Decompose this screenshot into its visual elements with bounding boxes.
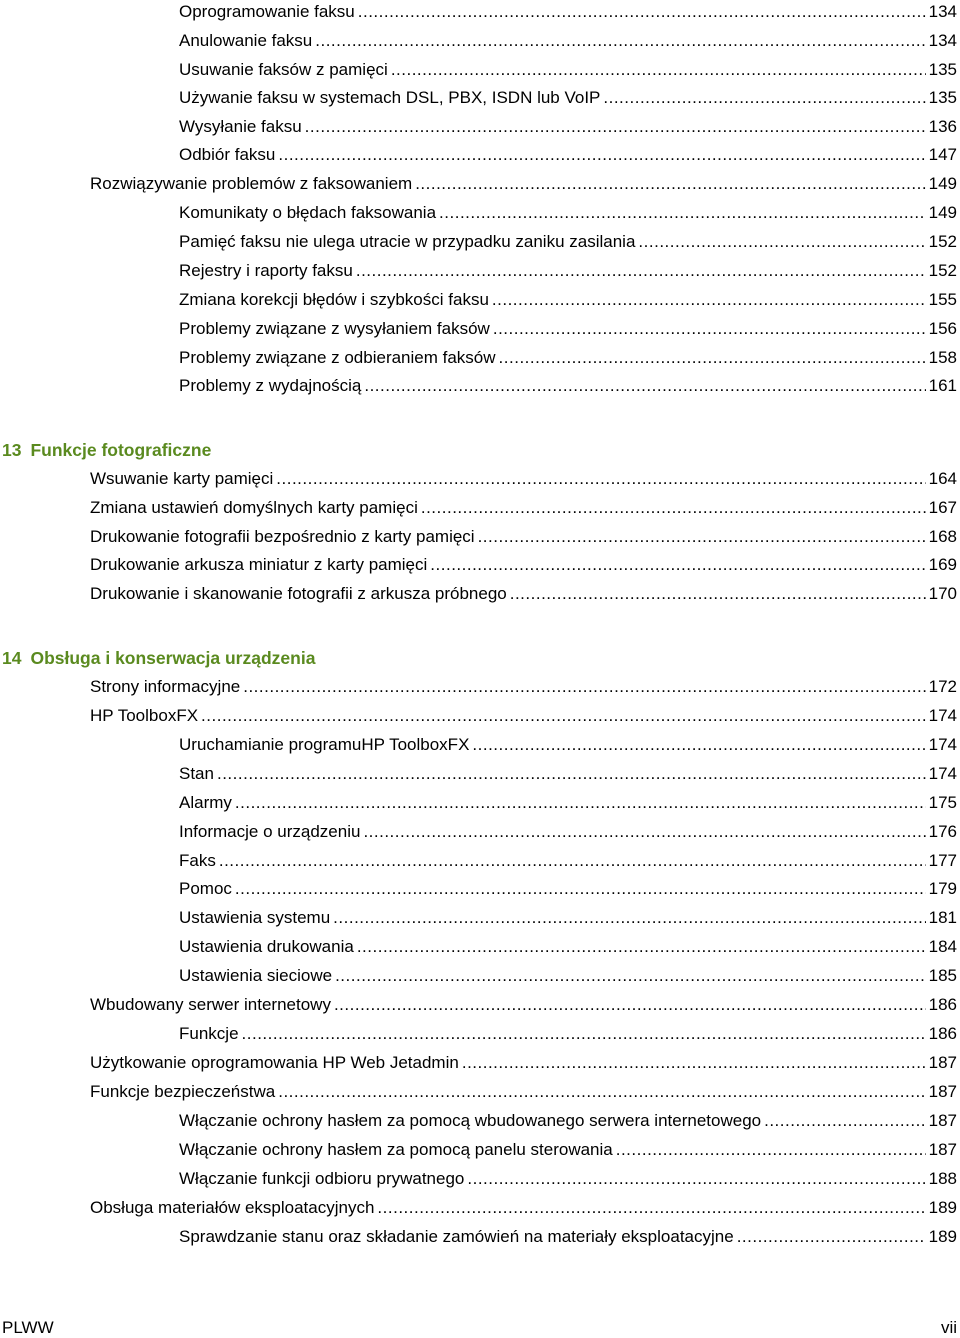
toc-entry[interactable] — [179, 1109, 957, 1133]
toc-entry[interactable] — [179, 820, 957, 844]
toc-entry[interactable] — [90, 1051, 957, 1075]
toc-entry[interactable] — [179, 906, 957, 930]
toc-entry-page: 170 — [928, 584, 957, 603]
toc-entry-page: 135 — [928, 88, 957, 107]
toc-entry[interactable] — [90, 582, 957, 606]
toc-entry[interactable] — [179, 849, 957, 873]
toc-entry-page: 185 — [928, 966, 957, 985]
toc-entry[interactable] — [179, 58, 957, 82]
page-footer — [2, 1318, 957, 1338]
toc-entry-title: Wysyłanie faksu — [179, 117, 302, 136]
dot-leader — [377, 1196, 925, 1220]
dot-leader — [364, 374, 925, 398]
toc-entry[interactable] — [90, 525, 957, 549]
dot-leader — [219, 849, 926, 873]
toc-entry-title: Ustawienia systemu — [179, 908, 331, 927]
toc-entry-title: Usuwanie faksów z pamięci — [179, 60, 388, 79]
toc-entry-title: Problemy związane z wysyłaniem faksów — [179, 319, 490, 338]
dot-leader — [616, 1138, 926, 1162]
toc-entry[interactable] — [179, 288, 957, 312]
dot-leader — [391, 58, 926, 82]
dot-leader — [638, 230, 925, 254]
toc-entry[interactable] — [90, 1196, 957, 1220]
toc-entry-page: 184 — [928, 937, 957, 956]
toc-entry-title: Włączanie ochrony hasłem za pomocą panelu sterowania — [179, 1140, 613, 1159]
toc-entry-title: Drukowanie fotografii bezpośrednio z karty pamięci — [90, 527, 475, 546]
toc-entry-title: Zmiana korekcji błędów i szybkości faksu — [179, 290, 489, 309]
dot-leader — [305, 115, 926, 139]
toc-entry-page: 174 — [928, 764, 957, 783]
toc-entry-page: 149 — [928, 203, 957, 222]
toc-entry-title: Rejestry i raporty faksu — [179, 261, 353, 280]
toc-entry[interactable] — [90, 496, 957, 520]
toc-entry[interactable] — [179, 86, 957, 110]
footer-document-code: PLWW — [2, 1318, 54, 1337]
dot-leader — [201, 704, 926, 728]
toc-entry-title: Problemy z wydajnością — [179, 376, 362, 395]
toc-entry[interactable] — [179, 1167, 957, 1191]
dot-leader — [510, 582, 926, 606]
toc-entry-title: Drukowanie i skanowanie fotografii z arkusza próbnego — [90, 584, 507, 603]
dot-leader — [357, 935, 926, 959]
toc-entry-page: 187 — [928, 1111, 957, 1130]
toc-entry-title: Sprawdzanie stanu oraz składanie zamówień na materiały eksploatacyjne — [179, 1227, 734, 1246]
dot-leader — [235, 877, 926, 901]
toc-entry-title: Drukowanie arkusza miniatur z karty pamięci — [90, 555, 428, 574]
toc-entry-page: 134 — [928, 2, 957, 21]
toc-entry-title: Zmiana ustawień domyślnych karty pamięci — [90, 498, 418, 517]
toc-entry[interactable] — [179, 1138, 957, 1162]
toc-entry-page: 167 — [928, 498, 957, 517]
toc-entry[interactable] — [179, 115, 957, 139]
toc-entry-title: Uruchamianie programuHP ToolboxFX — [179, 735, 470, 754]
toc-entry-title: Strony informacyjne — [90, 677, 241, 696]
toc-entry[interactable] — [179, 374, 957, 398]
toc-entry-page: 187 — [928, 1082, 957, 1101]
toc-entry-page: 161 — [928, 376, 957, 395]
dot-leader — [499, 346, 926, 370]
dot-leader — [243, 675, 925, 699]
toc-entry-page: 181 — [928, 908, 957, 927]
dot-leader — [467, 1167, 925, 1191]
dot-leader — [315, 29, 925, 53]
toc-entry-page: 164 — [928, 469, 957, 488]
toc-entry-page: 175 — [928, 793, 957, 812]
toc-entry-title: Alarmy — [179, 793, 232, 812]
toc-entry-page: 186 — [928, 1024, 957, 1043]
toc-entry[interactable] — [179, 1225, 957, 1249]
dot-leader — [356, 259, 926, 283]
toc-entry-title: Funkcje — [179, 1024, 239, 1043]
toc-entry[interactable] — [90, 993, 957, 1017]
dot-leader — [358, 0, 926, 24]
toc-entry-title: Pomoc — [179, 879, 232, 898]
toc-entry[interactable] — [179, 964, 957, 988]
toc-entry-page: 179 — [928, 879, 957, 898]
toc-entry-title: Odbiór faksu — [179, 145, 276, 164]
dot-leader — [276, 467, 925, 491]
toc-entry-page: 189 — [928, 1198, 957, 1217]
toc-entry-title: Pamięć faksu nie ulega utracie w przypadku zaniku zasilania — [179, 232, 636, 251]
toc-entry-page: 187 — [928, 1053, 957, 1072]
dot-leader — [242, 1022, 926, 1046]
toc-entry[interactable] — [179, 346, 957, 370]
toc-entry-title: Ustawienia drukowania — [179, 937, 354, 956]
toc-entry[interactable] — [90, 1080, 957, 1104]
toc-entry-page: 158 — [928, 348, 957, 367]
toc-entry-title: Komunikaty o błędach faksowania — [179, 203, 437, 222]
dot-leader — [334, 993, 926, 1017]
dot-leader — [415, 172, 925, 196]
toc-entry-title: Włączanie funkcji odbioru prywatnego — [179, 1169, 465, 1188]
toc-entry-title: Faks — [179, 851, 216, 870]
dot-leader — [439, 201, 926, 225]
toc-entry-title: Włączanie ochrony hasłem za pomocą wbudowanego serwera internetowego — [179, 1111, 762, 1130]
chapter-title: Funkcje fotograficzne — [30, 440, 212, 460]
toc-entry-page: 186 — [928, 995, 957, 1014]
toc-entry-title: Problemy związane z odbieraniem faksów — [179, 348, 496, 367]
toc-entry-page: 149 — [928, 174, 957, 193]
toc-entry[interactable] — [179, 29, 957, 53]
toc-entry[interactable] — [179, 230, 957, 254]
toc-entry-title: Użytkowanie oprogramowania HP Web Jetadmin — [90, 1053, 459, 1072]
chapter-number: 14 — [2, 648, 22, 668]
toc-entry-page: 152 — [928, 261, 957, 280]
toc-entry[interactable] — [90, 172, 957, 196]
dot-leader — [492, 288, 926, 312]
toc-entry-page: 188 — [928, 1169, 957, 1188]
dot-leader — [472, 733, 925, 757]
chapter-number: 13 — [2, 440, 22, 460]
toc-entry-title: Rozwiązywanie problemów z faksowaniem — [90, 174, 413, 193]
dot-leader — [603, 86, 925, 110]
dot-leader — [333, 906, 925, 930]
footer-page-number: vii — [940, 1318, 957, 1337]
toc-entry-page: 174 — [928, 706, 957, 725]
dot-leader — [335, 964, 926, 988]
dot-leader — [430, 553, 925, 577]
toc-entry-title: Stan — [179, 764, 214, 783]
toc-entry-page: 176 — [928, 822, 957, 841]
toc-entry[interactable] — [179, 762, 957, 786]
dot-leader — [278, 1080, 925, 1104]
toc-entry[interactable] — [179, 733, 957, 757]
toc-entry[interactable] — [90, 553, 957, 577]
toc-entry[interactable] — [179, 317, 957, 341]
dot-leader — [278, 143, 925, 167]
toc-entry-title: HP ToolboxFX — [90, 706, 199, 725]
toc-entry-title: Używanie faksu w systemach DSL, PBX, ISDN lub VoIP — [179, 88, 601, 107]
toc-entry-title: Oprogramowanie faksu — [179, 2, 355, 21]
toc-entry[interactable] — [179, 201, 957, 225]
toc-entry-page: 168 — [928, 527, 957, 546]
toc-entry-page: 174 — [928, 735, 957, 754]
toc-entry[interactable] — [179, 0, 957, 24]
toc-entry-page: 189 — [928, 1227, 957, 1246]
toc-entry-page: 177 — [928, 851, 957, 870]
toc-entry-page: 169 — [928, 555, 957, 574]
toc-entry[interactable] — [90, 675, 957, 699]
toc-entry-page: 134 — [928, 31, 957, 50]
toc-entry[interactable] — [179, 791, 957, 815]
toc-entry-page: 135 — [928, 60, 957, 79]
chapter-heading[interactable] — [2, 437, 211, 463]
toc-entry-page: 172 — [928, 677, 957, 696]
toc-entry[interactable] — [179, 259, 957, 283]
toc-entry-page: 155 — [928, 290, 957, 309]
dot-leader — [737, 1225, 926, 1249]
dot-leader — [421, 496, 926, 520]
toc-entry-title: Anulowanie faksu — [179, 31, 313, 50]
toc-entry[interactable] — [179, 877, 957, 901]
toc-entry-title: Ustawienia sieciowe — [179, 966, 333, 985]
dot-leader — [493, 317, 926, 341]
toc-entry[interactable] — [90, 704, 957, 728]
toc-entry-title: Informacje o urządzeniu — [179, 822, 361, 841]
toc-entry-title: Wbudowany serwer internetowy — [90, 995, 331, 1014]
dot-leader — [235, 791, 926, 815]
toc-entry-title: Funkcje bezpieczeństwa — [90, 1082, 276, 1101]
toc-entry[interactable] — [179, 935, 957, 959]
dot-leader — [363, 820, 925, 844]
dot-leader — [764, 1109, 926, 1133]
dot-leader — [462, 1051, 926, 1075]
toc-entry-title: Obsługa materiałów eksploatacyjnych — [90, 1198, 375, 1217]
toc-entry-title: Wsuwanie karty pamięci — [90, 469, 274, 488]
dot-leader — [217, 762, 926, 786]
toc-entry[interactable] — [90, 467, 957, 491]
toc-entry-page: 136 — [928, 117, 957, 136]
toc-entry[interactable] — [179, 1022, 957, 1046]
toc-entry[interactable] — [179, 143, 957, 167]
toc-entry-page: 152 — [928, 232, 957, 251]
chapter-heading[interactable] — [2, 645, 315, 671]
chapter-title: Obsługa i konserwacja urządzenia — [30, 648, 316, 668]
toc-entry-page: 147 — [928, 145, 957, 164]
toc-entry-page: 187 — [928, 1140, 957, 1159]
dot-leader — [478, 525, 926, 549]
toc-entry-page: 156 — [928, 319, 957, 338]
